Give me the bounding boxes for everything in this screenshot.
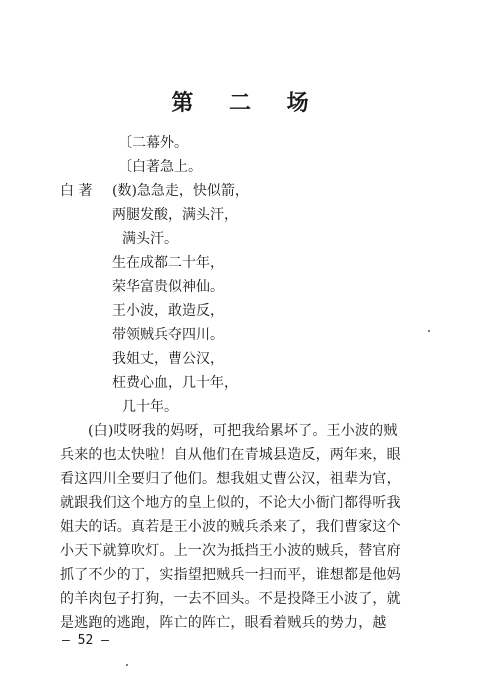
verse-line-7: 带领贼兵夺四川。 [112, 327, 224, 343]
scan-speck [428, 330, 430, 332]
verse-line-1: (数)急急走，快似箭， [112, 183, 249, 199]
prose-line-5: 姐夫的话。真若是王小波的贼兵杀来了，我们曹家这个 [60, 519, 401, 535]
page-number: — 52 — [62, 633, 109, 648]
scene-title: 第 二 场 [171, 90, 323, 116]
prose-line-7: 抓了不少的丁，实指望把贼兵一扫而平，谁想都是他妈 [60, 567, 401, 583]
stage-direction-2: 〔白著急上。 [118, 159, 202, 175]
prose-line-4: 就跟我们这个地方的皇上似的，不论大小衙门都得听我 [60, 495, 401, 511]
verse-line-10: 几十年。 [122, 399, 178, 415]
verse-line-2: 两腿发酸，满头汗， [112, 207, 238, 223]
prose-line-9: 是逃跑的逃跑，阵亡的阵亡，眼看着贼兵的势力，越 [60, 615, 387, 631]
verse-line-9: 枉费心血，几十年， [112, 375, 238, 391]
verse-line-6: 王小波，敢造反， [112, 303, 224, 319]
stage-direction-1: 〔二幕外。 [118, 135, 188, 151]
scan-speck [126, 664, 128, 666]
speaker-name: 白 著 [60, 183, 93, 199]
verse-line-3: 满头汗。 [122, 231, 178, 247]
prose-line-6: 小天下就算吹灯。上一次为抵挡王小波的贼兵，替官府 [60, 543, 401, 559]
prose-line-8: 的羊肉包子打狗，一去不回头。不是投降王小波了，就 [60, 591, 401, 607]
verse-line-8: 我姐丈，曹公汉， [112, 351, 224, 367]
verse-line-5: 荣华富贵似神仙。 [112, 279, 224, 295]
prose-line-2: 兵来的也太快啦！自从他们在青城县造反，两年来，眼 [60, 447, 401, 463]
prose-line-1: (白)哎呀我的妈呀，可把我给累坏了。王小波的贼 [88, 423, 398, 439]
verse-line-4: 生在成都二十年， [112, 255, 224, 271]
prose-line-3: 看这四川全要归了他们。想我姐丈曹公汉，祖辈为官， [60, 471, 401, 487]
